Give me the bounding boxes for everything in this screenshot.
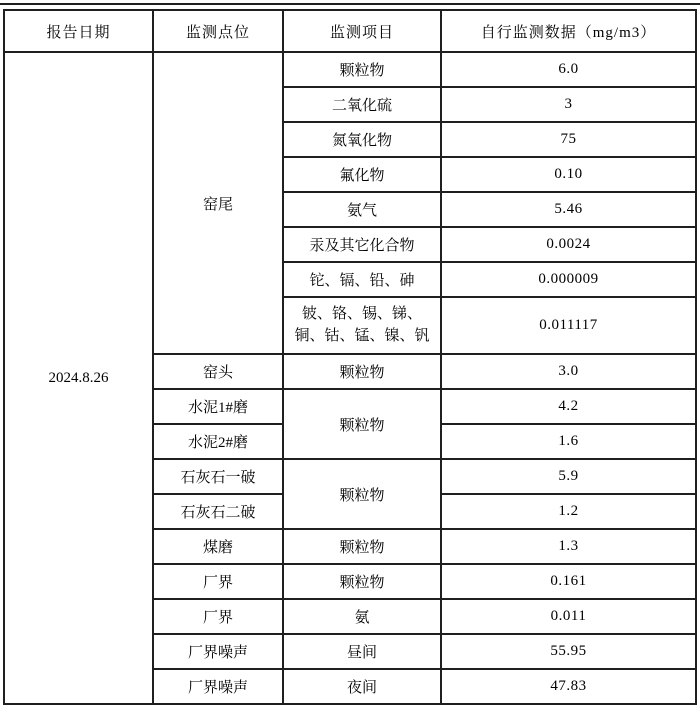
item-cell: 颗粒物: [283, 564, 441, 599]
value-cell: 0.011117: [441, 297, 696, 354]
header-cell-report-date: 报告日期: [4, 10, 153, 52]
item-cell: 颗粒物: [283, 354, 441, 389]
item-cell: 铊、镉、铅、砷: [283, 262, 441, 297]
point-cell: 石灰石二破: [153, 494, 283, 529]
item-cell: 二氧化硫: [283, 87, 441, 122]
item-cell: 昼间: [283, 634, 441, 669]
item-cell: 氨: [283, 599, 441, 634]
value-cell: 0.161: [441, 564, 696, 599]
value-cell: 5.46: [441, 192, 696, 227]
value-cell: 55.95: [441, 634, 696, 669]
item-cell: 颗粒物: [283, 389, 441, 459]
item-cell: 氮氧化物: [283, 122, 441, 157]
point-cell: 厂界噪声: [153, 634, 283, 669]
item-cell: 铍、铬、锡、锑、铜、钴、锰、镍、钒: [283, 297, 441, 354]
point-cell: 窑尾: [153, 52, 283, 354]
point-cell: 石灰石一破: [153, 459, 283, 494]
point-cell: 窑头: [153, 354, 283, 389]
value-cell: 5.9: [441, 459, 696, 494]
header-cell-monitoring-value: 自行监测数据（mg/m3）: [441, 10, 696, 52]
value-cell: 1.2: [441, 494, 696, 529]
point-cell: 厂界: [153, 564, 283, 599]
item-cell: 颗粒物: [283, 459, 441, 529]
value-cell: 0.011: [441, 599, 696, 634]
value-cell: 1.3: [441, 529, 696, 564]
value-cell: 3: [441, 87, 696, 122]
item-cell: 颗粒物: [283, 52, 441, 87]
point-cell: 厂界: [153, 599, 283, 634]
value-cell: 6.0: [441, 52, 696, 87]
value-cell: 47.83: [441, 669, 696, 704]
point-cell: 厂界噪声: [153, 669, 283, 704]
header-cell-monitoring-point: 监测点位: [153, 10, 283, 52]
point-cell: 水泥1#磨: [153, 389, 283, 424]
item-cell: 氨气: [283, 192, 441, 227]
header-cell-monitoring-item: 监测项目: [283, 10, 441, 52]
value-cell: 0.0024: [441, 227, 696, 262]
value-cell: 1.6: [441, 424, 696, 459]
value-cell: 75: [441, 122, 696, 157]
table-row: [4, 52, 696, 87]
top-divider: [0, 3, 700, 5]
item-cell: 汞及其它化合物: [283, 227, 441, 262]
point-cell: 煤磨: [153, 529, 283, 564]
header-row: [4, 10, 696, 52]
value-cell: 0.10: [441, 157, 696, 192]
point-cell: 水泥2#磨: [153, 424, 283, 459]
value-cell: 4.2: [441, 389, 696, 424]
item-cell: 夜间: [283, 669, 441, 704]
item-cell: 氟化物: [283, 157, 441, 192]
value-cell: 0.000009: [441, 262, 696, 297]
value-cell: 3.0: [441, 354, 696, 389]
item-cell: 颗粒物: [283, 529, 441, 564]
report-date-cell: 2024.8.26: [4, 52, 153, 704]
monitoring-data-table: [3, 9, 697, 705]
